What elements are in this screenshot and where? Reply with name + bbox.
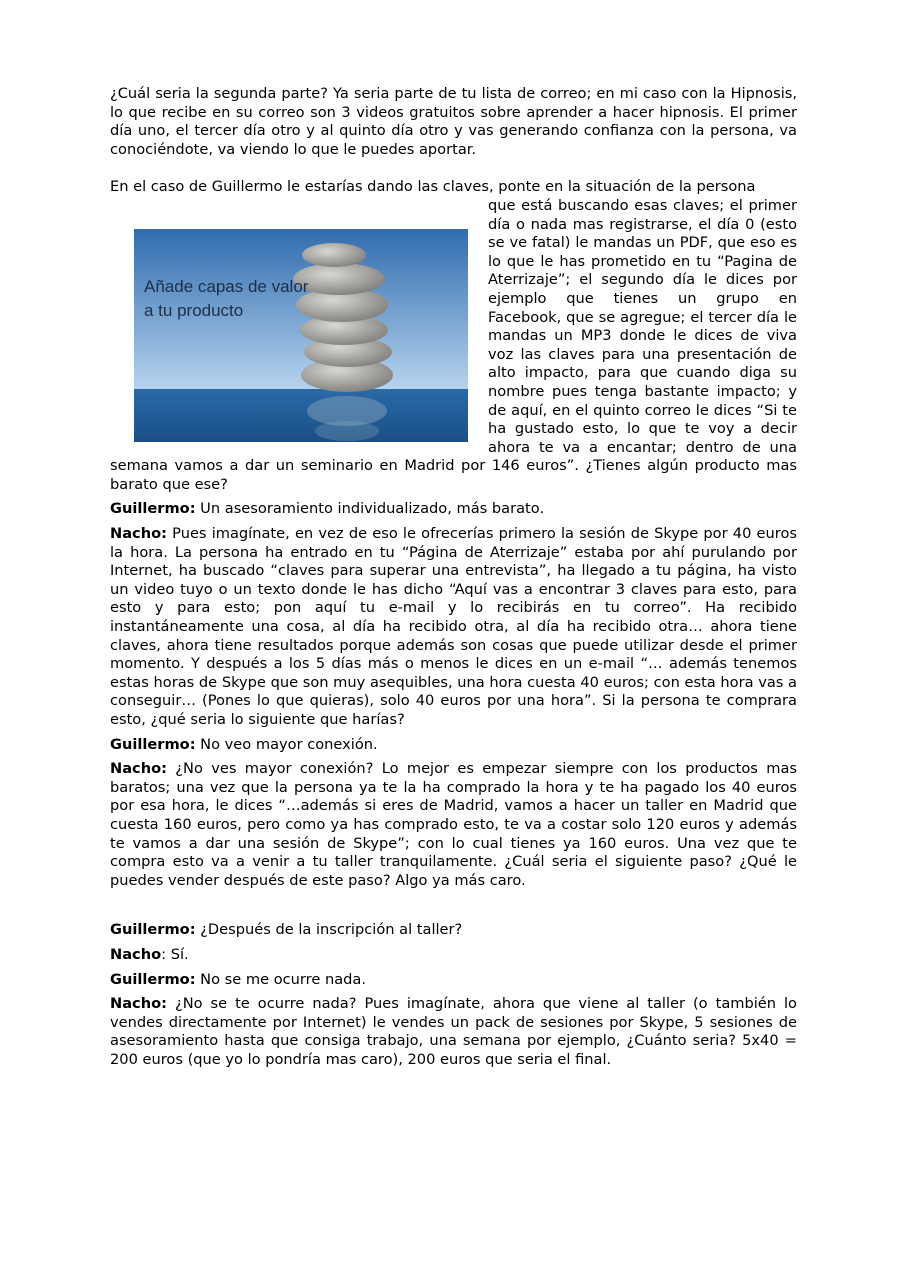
dialogue-list (110, 500, 797, 1069)
paragraph-guillermo-case: que está buscando esas claves; el primer día o nada mas registrarse, el día 0 (esto se ve fatal) le mandas un PDF, que eso es lo que le has prometido en tu “Pagina de Aterrizaje”; el segundo día le dices por ejemplo que tienes un grupo en Facebook, que se agregue; el tercer día le mandas un MP3 donde le dices de viva voz las claves para una presentación de alto impacto, para que cuando diga su nombre pues tenga bastante impacto; y de aquí, en el quinto correo le dices “Si te ha gustado esto, lo que te voy a decir ahora te va a encantar; dentro de una semana vamos a dar un seminario en Madrid por 146 euros”. ¿Tienes algún producto mas barato que ese? (110, 196, 797, 493)
figure-caption-line-2: a tu producto (144, 300, 244, 320)
dialogue-text: No veo mayor conexión. (195, 735, 378, 753)
dialogue-text: No se me ocurre nada. (195, 970, 367, 988)
speaker-name: Guillermo: (110, 921, 196, 939)
dialogue-text: : Sí. (161, 945, 189, 963)
dialogue-text: ¿No ves mayor conexión? Lo mejor es empezar siempre con los productos mas baratos; una vez que la persona ya te la ha comprado la hora y te ha pagado los 40 euros por esa hora, le dices “…además si eres de Madrid, vamos a hacer un taller en Madrid que cuesta 160 euros, pero como ya has comprado esto, te va a costar solo 120 euros y además te vamos a dar una sesión de Skype”; con lo cual tienes ya 160 euros. Una vez que te compra esto va a venir a tu taller tranquilamente. ¿Cuál seria el siguiente paso? ¿Qué le puedes vender después de este paso? Algo ya más caro. (110, 760, 797, 889)
dialogue-line (110, 500, 797, 519)
dialogue-line (110, 760, 797, 890)
dialogue-text: Pues imagínate, en vez de eso le ofrecerías primero la sesión de Skype por 40 euros la hora. La persona ha entrado en tu “Página de Aterrizaje” estaba por ahí purulando por Internet, ha buscado “claves para superar una entrevista”, ha llegado a tu página, ha visto un video tuyo o un texto donde le has dicho “Aquí vas a encontrar 3 claves para esto, para esto y para esto; pon aquí tu e-mail y lo recibirás en tu correo”. Ha recibido instantáneamente una cosa, al día ha recibido otra, al día ha recibido otra… ahora tiene claves, ahora tiene resultados porque además son cosas que puede utilizar desde el primer momento. Y después a los 5 días más o menos le dices en un e-mail “… además tenemos estas horas de Skype que son muy asequibles, una hora cuesta 40 euros; con esta hora vas a conseguir… (Pones lo que quieras), solo 40 euros por una hora”. Si la persona te comprara esto, ¿qué seria lo siguiente que harías? (110, 525, 797, 728)
figure-caption (144, 275, 308, 323)
dialogue-line (110, 525, 797, 730)
dialogue-line (110, 946, 797, 965)
speaker-name: Nacho (110, 945, 162, 963)
speaker-name: Nacho: (110, 525, 167, 543)
speaker-name: Guillermo: (110, 500, 196, 518)
dialogue-text: ¿Después de la inscripción al taller? (195, 921, 463, 939)
speaker-name: Guillermo: (110, 735, 196, 753)
paragraph-guillermo-case-first-line: En el caso de Guillermo le estarías dando las claves, ponte en la situación de la persona (110, 178, 756, 196)
document-page (110, 85, 797, 1070)
figure-caption-line-1: Añade capas de valor (144, 276, 309, 296)
dialogue-text: Un asesoramiento individualizado, más barato. (195, 500, 545, 518)
dialogue-text: ¿No se te ocurre nada? Pues imagínate, ahora que viene al taller (o también lo vendes directamente por Internet) le vendes un pack de sesiones por Skype, 5 sesiones de asesoramiento hasta que consiga trabajo, una semana por ejemplo, ¿Cuánto seria? 5x40 = 200 euros (que yo lo pondría mas caro), 200 euros que seria el final. (110, 995, 797, 1068)
speaker-name: Nacho: (110, 760, 167, 778)
stacked-stones-figure (110, 199, 488, 454)
speaker-name: Guillermo: (110, 970, 196, 988)
paragraph-intro: ¿Cuál seria la segunda parte? Ya seria parte de tu lista de correo; en mi caso con la Hipnosis, lo que recibe en su correo son 3 videos gratuitos sobre aprender a hacer hipnosis. El primer día uno, el tercer día otro y al quinto día otro y vas generando confianza con la persona, va conociéndote, va viendo lo que le puedes aportar. (110, 85, 797, 158)
stacked-stones-image (134, 229, 468, 442)
dialogue-line (110, 971, 797, 990)
speaker-name: Nacho: (110, 995, 167, 1013)
dialogue-line (110, 736, 797, 755)
dialogue-line (110, 995, 797, 1069)
dialogue-line (110, 921, 797, 940)
